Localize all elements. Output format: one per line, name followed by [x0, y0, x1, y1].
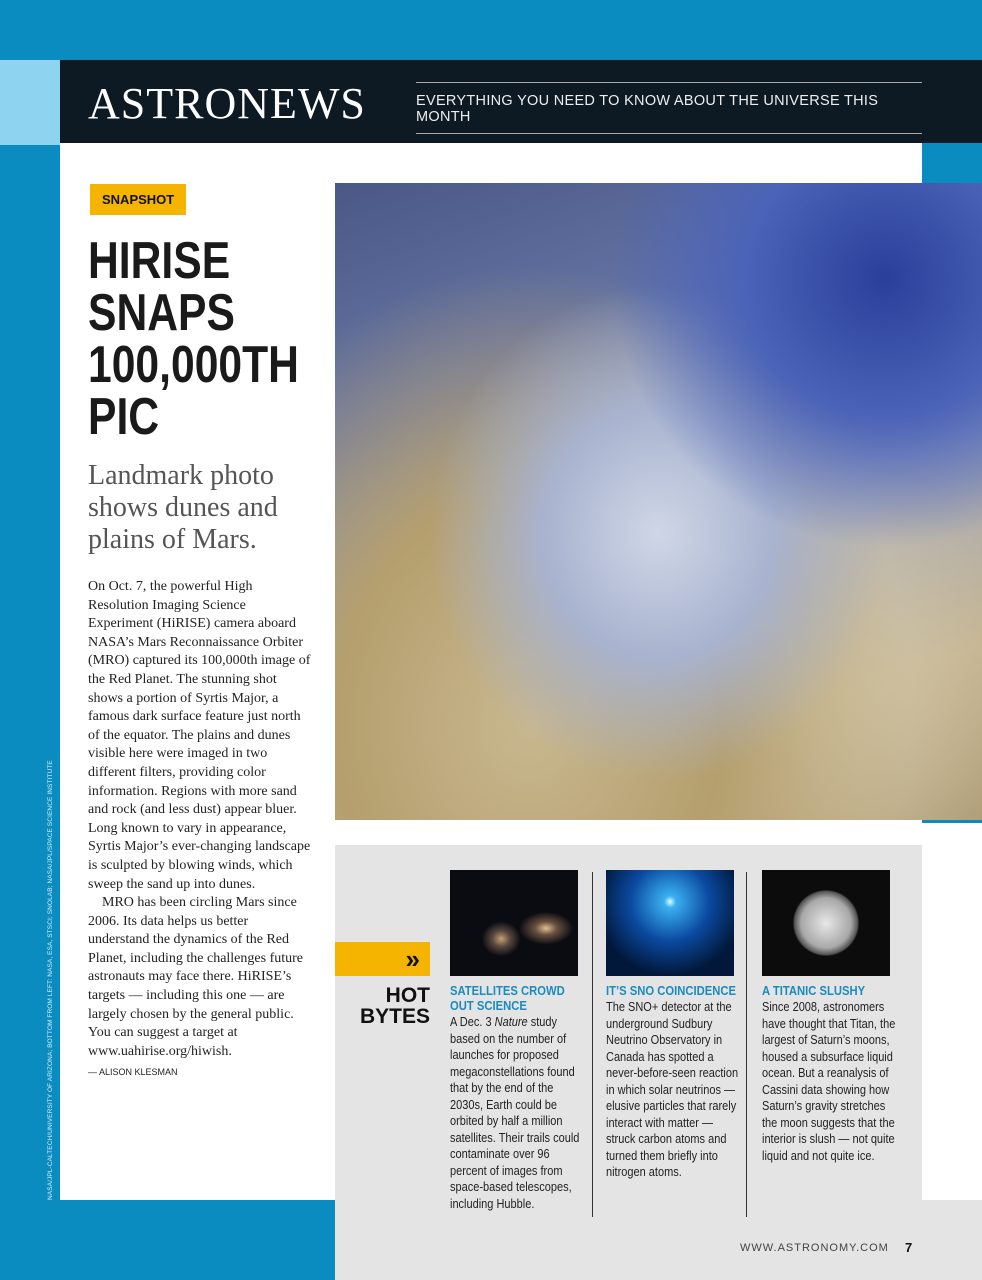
label-line: HOT: [385, 984, 430, 1007]
news-title: A TITANIC SLUSHY: [762, 984, 866, 998]
column-divider: [746, 872, 747, 1217]
news-item: [450, 870, 585, 1212]
logo-bold: ASTRO: [88, 79, 238, 128]
bottom-band: [60, 1200, 335, 1280]
section-header: [60, 60, 982, 143]
byline: — ALISON KLESMAN: [88, 1067, 178, 1078]
logo-rest: NEWS: [237, 79, 366, 128]
news-text: Since 2008, astronomers have thought that Titan, the largest of Saturn’s moons, housed a subsurface liquid ocean. But a reanalysis of Cassini data showing how Saturn’s gravity stretches the moon suggests that the interior is slush — not quite liquid and not quite ice.: [762, 1000, 896, 1163]
subheadline: Landmark photo shows dunes and plains of Mars.: [88, 460, 278, 556]
news-item: [762, 870, 897, 1164]
titan-thumbnail: [762, 870, 890, 976]
journal-name: Nature: [494, 1015, 528, 1029]
column-divider: [592, 872, 593, 1217]
hot-bytes-label: [340, 985, 430, 1027]
footer-url: WWW.ASTRONOMY.COM: [740, 1242, 889, 1254]
top-band: [0, 0, 982, 60]
news-title: IT’S SNO COINCIDENCE: [606, 984, 737, 998]
news-title: SATELLITES CROWD OUT SCIENCE: [450, 984, 565, 1013]
photo-credit: NASA/JPL-CALTECH/UNIVERSITY OF ARIZONA; BOTTOM FROM LEFT: NASA, ESA, STSCI; SNOLAB; NASA/JPL/SPACE SCIENCE INSTITUTE: [47, 760, 54, 1200]
text: study based on the number of launches for proposed megaconstellations found that by the end of the 2030s, Earth could be orbited by half a million satellites. Their trails could contaminate over 96 percent of images from space-based telescopes, including Hubble.: [450, 1015, 580, 1211]
label-line: BYTES: [359, 1005, 430, 1028]
snapshot-badge: SNAPSHOT: [90, 184, 186, 215]
headline: HIRISE SNAPS 100,000TH PIC: [88, 232, 299, 446]
page-margin: [922, 845, 982, 1200]
page-number: 7: [905, 1240, 913, 1255]
accent-block: [0, 60, 60, 145]
section-logo: [88, 78, 366, 129]
chevron-right-icon: »: [335, 942, 430, 976]
text: A Dec. 3: [450, 1015, 495, 1029]
news-text: [450, 1014, 586, 1212]
paragraph: MRO has been circling Mars since 2006. Its data helps us better understand the dynamics of the Red Planet, including the challenges future astronauts may face there. HiRISE’s targets — including this one — are largely chosen by the general public. You can suggest a target at www.uahirise.org/hiwish.: [88, 895, 303, 1059]
article-body: [88, 578, 312, 1082]
galaxy-thumbnail: [450, 870, 578, 976]
news-text: The SNO+ detector at the underground Sudbury Neutrino Observatory in Canada has spotted a never-before-seen reaction in which solar neutrinos — elusive particles that rarely interact with matter — struck carbon atoms and turned them briefly into nitrogen atoms.: [606, 1000, 739, 1179]
mars-hirise-photo: [335, 183, 982, 820]
detector-thumbnail: [606, 870, 734, 976]
paragraph: On Oct. 7, the powerful High Resolution Imaging Science Experiment (HiRISE) camera aboard NASA’s Mars Reconnaissance Orbiter (MRO) captured its 100,000th image of the Red Planet. The stunning shot shows a portion of Syrtis Major, a famous dark surface feature just north of the equator. The plains and dunes visible here were imaged in two different filters, providing color information. Regions with more sand and rock (and less dust) appear bluer. Long known to vary in appearance, Syrtis Major’s ever-changing landscape is sculpted by blowing winds, which sweep the sand up into dunes.: [88, 579, 311, 892]
news-item: [606, 870, 741, 1181]
section-tagline: EVERYTHING YOU NEED TO KNOW ABOUT THE UNIVERSE THIS MONTH: [416, 82, 922, 134]
